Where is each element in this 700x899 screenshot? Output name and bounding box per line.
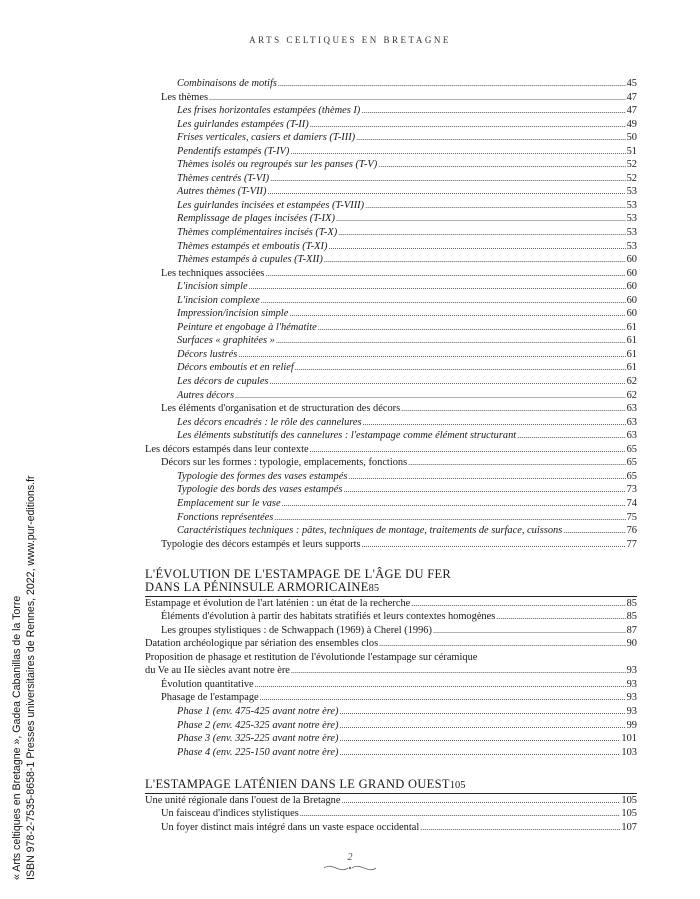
- leader-dots: [265, 267, 625, 281]
- leader-dots: [289, 307, 625, 321]
- entry-page: 62: [626, 376, 637, 388]
- toc-entry: [145, 118, 637, 132]
- entry-page: 53: [626, 213, 637, 225]
- leader-dots: [563, 524, 625, 538]
- entry-title: Décors lustrés: [177, 348, 238, 360]
- toc-entry: [145, 746, 637, 760]
- entry-title: Phase 1 (env. 475-425 avant notre ère): [177, 706, 339, 718]
- entry-page: 75: [626, 511, 637, 523]
- toc-entry: [145, 185, 637, 199]
- entry-title: Peinture et engobage à l'hématite: [177, 321, 317, 333]
- leader-dots: [260, 691, 626, 705]
- entry-title: Décors sur les formes : typologie, emplacements, fonctions: [161, 457, 408, 469]
- flourish-ornament-icon: [322, 862, 378, 874]
- entry-page: 53: [626, 240, 637, 252]
- toc-entry: [145, 402, 637, 416]
- toc-entry: [145, 610, 637, 624]
- toc-entry: [145, 456, 637, 470]
- toc-entry: [145, 691, 637, 705]
- entry-page: 105: [621, 794, 637, 806]
- leader-dots: [433, 624, 626, 638]
- toc-section-1: [145, 77, 637, 551]
- toc-entry: [145, 719, 637, 733]
- entry-title: Thèmes estampés à cupules (T-XII): [177, 254, 323, 266]
- toc-entry: [145, 199, 637, 213]
- entry-page: 65: [626, 457, 637, 469]
- leader-dots: [328, 240, 625, 254]
- leader-dots: [340, 719, 626, 733]
- entry-page: 60: [626, 254, 637, 266]
- entry-title: Impression/incision simple: [177, 308, 289, 320]
- toc-entry-proposition: [145, 651, 637, 678]
- toc-entry: [145, 497, 637, 511]
- leader-dots: [341, 794, 620, 808]
- entry-title: Typologie des formes des vases estampés: [177, 470, 348, 482]
- toc-entry: [145, 294, 637, 308]
- entry-title: Autres décors: [177, 389, 235, 401]
- leader-dots: [274, 511, 625, 525]
- leader-dots: [310, 443, 626, 457]
- entry-page: 105: [621, 808, 637, 820]
- toc-section-2: [145, 597, 637, 651]
- entry-title: Une unité régionale dans l'ouest de la Bretagne: [145, 794, 341, 806]
- entry-title: Remplissage de plages incisées (T-IX): [177, 213, 335, 225]
- entry-title: Les guirlandes incisées et estampées (T-VIII): [177, 199, 365, 211]
- leader-dots: [379, 637, 625, 651]
- entry-page: 52: [626, 159, 637, 171]
- toc-entry: [145, 429, 637, 443]
- chapter-title-line2: DANS LA PÉNINSULE ARMORICAINE: [145, 580, 369, 595]
- leader-dots: [340, 732, 621, 746]
- entry-title: Thèmes estampés et emboutis (T-XI): [177, 240, 328, 252]
- entry-page: 63: [626, 430, 637, 442]
- toc-entry: [145, 280, 637, 294]
- toc-entry: [145, 470, 637, 484]
- toc-entry: [145, 511, 637, 525]
- entry-page: 47: [626, 91, 637, 103]
- leader-dots: [276, 334, 626, 348]
- toc-entry: [145, 705, 637, 719]
- chapter-page: 105: [449, 780, 466, 792]
- entry-title: Pendentifs estampés (T-IV): [177, 145, 290, 157]
- entry-title: L'incision simple: [177, 281, 248, 293]
- toc-entry: [145, 524, 637, 538]
- toc-entry: [145, 321, 637, 335]
- leader-dots: [378, 158, 625, 172]
- leader-dots: [340, 746, 621, 760]
- entry-page: 65: [626, 470, 637, 482]
- entry-page: 65: [626, 443, 637, 455]
- chapter-title-row: [145, 581, 637, 597]
- leader-dots: [209, 91, 626, 105]
- toc-entry: [145, 821, 637, 835]
- entry-page: 51: [626, 145, 637, 157]
- entry-page: 61: [626, 348, 637, 360]
- entry-title: Évolution quantitative: [161, 678, 254, 690]
- leader-dots: [261, 294, 626, 308]
- leader-dots: [255, 678, 626, 692]
- entry-title: Phasage de l'estampage: [161, 692, 259, 704]
- leader-dots: [496, 610, 625, 624]
- entry-title: Éléments d'évolution à partir des habitats stratifiés et leurs contextes homogènes: [161, 611, 496, 623]
- entry-page: 93: [626, 665, 637, 677]
- leader-dots: [278, 77, 626, 91]
- toc-entry: [145, 637, 637, 651]
- leader-dots: [270, 172, 625, 186]
- entry-page: 61: [626, 335, 637, 347]
- toc-entry: [145, 145, 637, 159]
- toc-entry: [145, 307, 637, 321]
- entry-title: Fonctions représentées: [177, 511, 274, 523]
- toc-entry: [145, 538, 637, 552]
- entry-page: 87: [626, 624, 637, 636]
- toc-entry: [145, 253, 637, 267]
- entry-page: 62: [626, 389, 637, 401]
- entry-title: Thèmes complémentaires incisés (T-X): [177, 227, 338, 239]
- entry-page: 99: [626, 719, 637, 731]
- entry-page: 50: [626, 132, 637, 144]
- running-head: ARTS CELTIQUES EN BRETAGNE: [249, 35, 451, 45]
- entry-text-line2: du Ve au IIe siècles avant notre ère: [145, 665, 290, 677]
- toc-entry: [145, 212, 637, 226]
- entry-title: Un faisceau d'indices stylistiques: [161, 808, 299, 820]
- toc-entry-row: [145, 664, 637, 678]
- leader-dots: [338, 226, 625, 240]
- toc-entry: [145, 794, 637, 808]
- chapter-page: 85: [368, 583, 380, 595]
- entry-title: Thèmes centrés (T-VI): [177, 172, 270, 184]
- leader-dots: [411, 597, 625, 611]
- entry-page: 52: [626, 172, 637, 184]
- toc-entry: [145, 158, 637, 172]
- leader-dots: [310, 118, 626, 132]
- leader-dots: [324, 253, 626, 267]
- leader-dots: [401, 402, 625, 416]
- leader-dots: [300, 807, 621, 821]
- toc-entry: [145, 732, 637, 746]
- entry-text-line1: Proposition de phasage et restitution de l'évolutionde l'estampage sur céramique: [145, 651, 478, 663]
- entry-title: Un foyer distinct mais intégré dans un vaste espace occidental: [161, 821, 420, 833]
- entry-title: Caractéristiques techniques : pâtes, techniques de montage, traitements de surface, cuissons: [177, 525, 563, 537]
- entry-title: L'incision complexe: [177, 294, 260, 306]
- entry-title: Frises verticales, casiers et damiers (T-III): [177, 132, 356, 144]
- toc-entry: [145, 389, 637, 403]
- entry-page: 74: [626, 497, 637, 509]
- toc-entry: [145, 334, 637, 348]
- entry-page: 63: [626, 403, 637, 415]
- toc-entry: [145, 226, 637, 240]
- entry-page: 63: [626, 416, 637, 428]
- side-credit-text: [10, 475, 38, 880]
- toc-entry: [145, 375, 637, 389]
- entry-title: Les frises horizontales estampées (thèmes I): [177, 105, 361, 117]
- entry-title: Les groupes stylistiques : de Schwappach (1969) à Cherel (1996): [161, 624, 432, 636]
- leader-dots: [517, 429, 625, 443]
- leader-dots: [336, 212, 626, 226]
- entry-title: Les techniques associées: [161, 267, 265, 279]
- chapter-title: L'ESTAMPAGE LATÉNIEN DANS LE GRAND OUEST: [145, 777, 450, 792]
- leader-dots: [235, 389, 626, 403]
- toc-entry: [145, 678, 637, 692]
- entry-title: Les décors encadrés : le rôle des cannelures: [177, 416, 362, 428]
- leader-dots: [361, 104, 625, 118]
- leader-dots: [267, 185, 625, 199]
- entry-page: 47: [626, 105, 637, 117]
- toc-entry: [145, 483, 637, 497]
- entry-page: 60: [626, 308, 637, 320]
- side-credit-line1: « Arts celtiques en Bretagne », Gadea Cabanillas de la Torre: [11, 595, 23, 880]
- leader-dots: [362, 538, 626, 552]
- entry-page: 60: [626, 281, 637, 293]
- entry-title: Estampage et évolution de l'art laténien : un état de la recherche: [145, 597, 411, 609]
- entry-page: 61: [626, 321, 637, 333]
- entry-title: Les décors de cupules: [177, 376, 269, 388]
- leader-dots: [343, 483, 625, 497]
- toc-entry: [145, 77, 637, 91]
- entry-page: 53: [626, 199, 637, 211]
- page-number: 2: [347, 852, 353, 863]
- entry-page: 60: [626, 267, 637, 279]
- entry-title: Décors emboutis et en relief: [177, 362, 294, 374]
- toc-entry: [145, 131, 637, 145]
- toc-entry: [145, 91, 637, 105]
- entry-title: Typologie des bords des vases estampés: [177, 484, 343, 496]
- entry-title: Typologie des décors estampés et leurs supports: [161, 538, 361, 550]
- toc-entry: [145, 267, 637, 281]
- toc-entry: [145, 443, 637, 457]
- leader-dots: [365, 199, 626, 213]
- toc-entry: [145, 597, 637, 611]
- entry-title: Les thèmes: [161, 91, 209, 103]
- entry-title: Phase 2 (env. 425-325 avant notre ère): [177, 719, 339, 731]
- entry-page: 90: [626, 638, 637, 650]
- entry-title: Les éléments d'organisation et de structuration des décors: [161, 403, 401, 415]
- leader-dots: [238, 348, 625, 362]
- toc-entry: [145, 624, 637, 638]
- leader-dots: [348, 470, 625, 484]
- entry-page: 101: [621, 733, 637, 745]
- table-of-contents: [145, 77, 637, 834]
- entry-page: 45: [626, 78, 637, 89]
- leader-dots: [420, 821, 620, 835]
- toc-entry: [145, 348, 637, 362]
- entry-page: 61: [626, 362, 637, 374]
- entry-page: 93: [626, 692, 637, 704]
- entry-page: 93: [626, 706, 637, 718]
- entry-page: 77: [626, 538, 637, 550]
- leader-dots: [318, 321, 626, 335]
- entry-page: 49: [626, 118, 637, 130]
- leader-dots: [282, 497, 626, 511]
- entry-title: Surfaces « graphitées »: [177, 335, 275, 347]
- toc-entry: [145, 807, 637, 821]
- toc-entry: [145, 361, 637, 375]
- entry-title: Les éléments substitutifs des cannelures : l'estampage comme élément structurant: [177, 430, 517, 442]
- leader-dots: [269, 375, 625, 389]
- entry-title: Datation archéologique par sériation des ensembles clos: [145, 638, 379, 650]
- entry-page: 53: [626, 186, 637, 198]
- toc-entry: [145, 172, 637, 186]
- entry-page: 107: [621, 821, 637, 833]
- entry-page: 60: [626, 294, 637, 306]
- entry-title: Autres thèmes (T-VII): [177, 186, 267, 198]
- entry-page: 85: [626, 597, 637, 609]
- entry-page: 53: [626, 227, 637, 239]
- leader-dots: [249, 280, 626, 294]
- toc-entry: [145, 104, 637, 118]
- entry-title: Les guirlandes estampées (T-II): [177, 118, 309, 130]
- entry-title: Emplacement sur le vase: [177, 497, 281, 509]
- entry-title: Les décors estampés dans leur contexte: [145, 443, 309, 455]
- entry-title: Phase 4 (env. 225-150 avant notre ère): [177, 746, 339, 758]
- leader-dots: [295, 361, 626, 375]
- leader-dots: [290, 145, 625, 159]
- chapter-heading-evolution: [145, 568, 637, 597]
- side-credit-line2: ISBN 978-2-7535-8658-1 Presses universitaires de Rennes, 2022, www.pur-editions.fr: [25, 475, 37, 880]
- entry-title: Phase 3 (env. 325-225 avant notre ère): [177, 733, 339, 745]
- toc-entry: [145, 416, 637, 430]
- leader-dots: [291, 664, 626, 678]
- entry-page: 103: [621, 746, 637, 758]
- chapter-title-row: [145, 778, 637, 794]
- toc-section-3: [145, 678, 637, 759]
- entry-page: 85: [626, 611, 637, 623]
- entry-title: Combinaisons de motifs: [177, 78, 277, 89]
- entry-page: 73: [626, 484, 637, 496]
- entry-page: 93: [626, 678, 637, 690]
- leader-dots: [356, 131, 625, 145]
- entry-page: 76: [626, 525, 637, 537]
- toc-section-4: [145, 794, 637, 835]
- leader-dots: [340, 705, 626, 719]
- chapter-title-line1: L'ÉVOLUTION DE L'ESTAMPAGE DE L'ÂGE DU FER: [145, 567, 452, 582]
- leader-dots: [363, 416, 626, 430]
- chapter-heading-grand-ouest: [145, 778, 637, 794]
- entry-title: Thèmes isolés ou regroupés sur les panses (T-V): [177, 159, 378, 171]
- toc-entry: [145, 240, 637, 254]
- leader-dots: [408, 456, 625, 470]
